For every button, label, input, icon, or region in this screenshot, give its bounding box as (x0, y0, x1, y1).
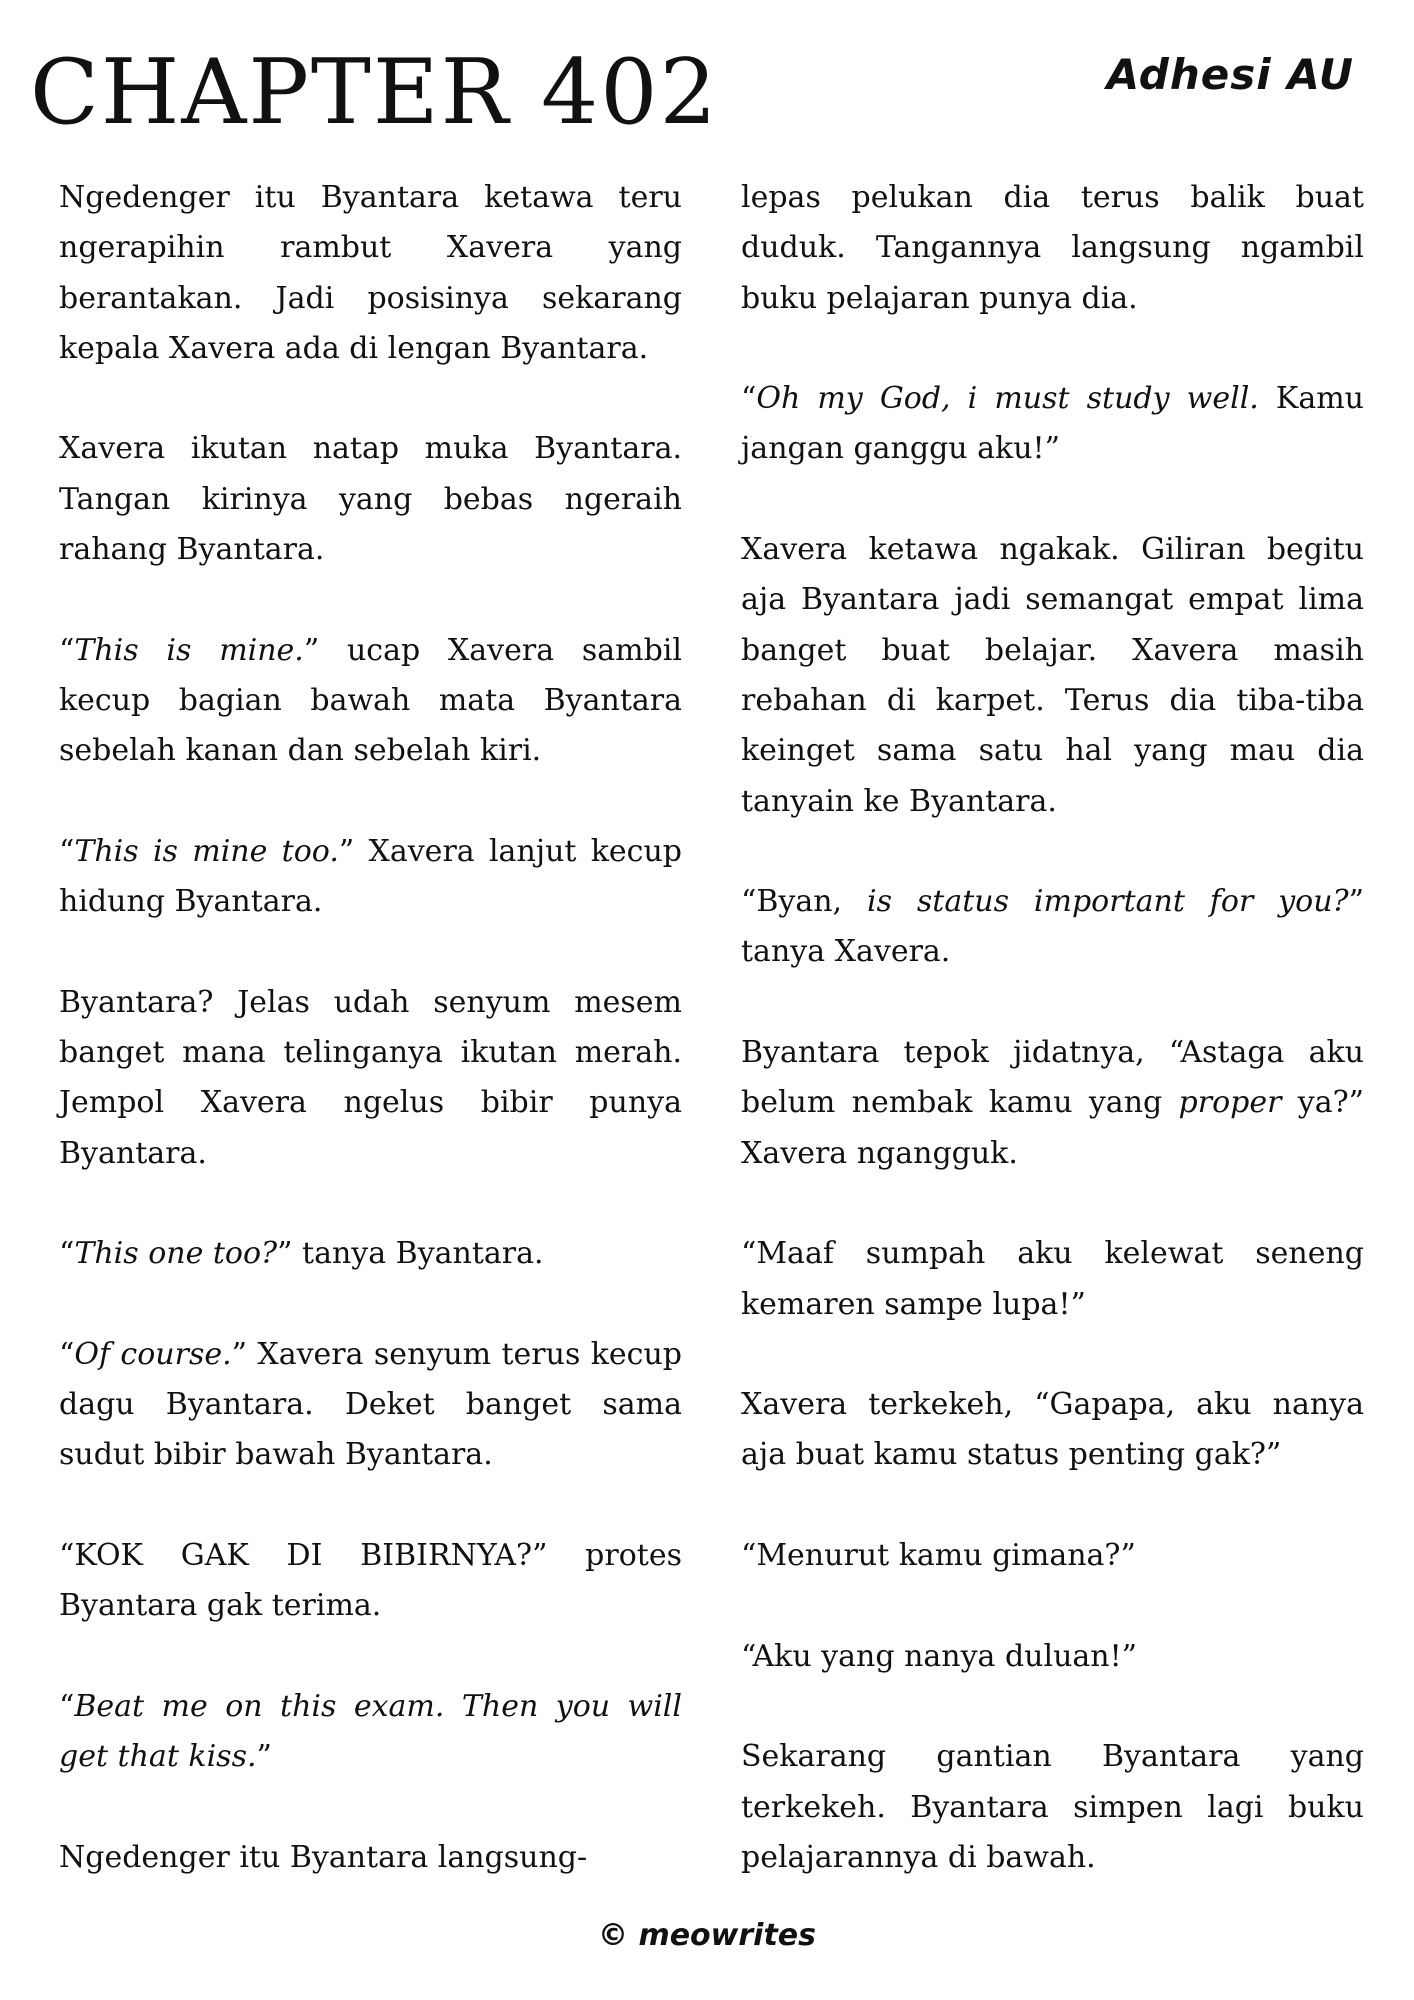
quote-open: “ (59, 1688, 75, 1724)
left-column (59, 173, 682, 1883)
paragraph (741, 374, 1364, 475)
paragraph (59, 626, 682, 777)
italic-quote: This one too? (74, 1236, 278, 1272)
paragraph: Ngedenger itu Byantara langsung- (59, 1839, 588, 1875)
paragraph: Sekarang gantian Byantara yang terkekeh. Byantara simpen lagi buku pelajarannya di bawah. (741, 1739, 1364, 1875)
quote-rest: ” tanya Xavera. (741, 884, 1364, 970)
quote-rest: Kamu jangan ganggu aku!” (741, 381, 1364, 467)
italic-quote: Of course. (74, 1336, 232, 1372)
quote-open: “Byan, (741, 884, 867, 920)
italic-quote: This is mine. (74, 632, 304, 668)
paragraph (59, 827, 682, 928)
paragraph (741, 877, 1364, 978)
copyright-credit: © meowrites (598, 1918, 816, 1953)
text-after: ya?” Xavera ngangguk. (741, 1085, 1364, 1171)
paragraph (59, 1229, 682, 1279)
quote-open: “ (59, 833, 75, 869)
italic-quote: Beat me on this exam. Then you will get that kiss. (59, 1688, 682, 1775)
paragraph: “Menurut kamu gimana?” (741, 1538, 1136, 1574)
series-title: Adhesi AU (1106, 50, 1354, 99)
paragraph: Xavera ikutan natap muka Byantara. Tangan kirinya yang bebas ngeraih rahang Byantara. (59, 431, 682, 568)
paragraph: “Aku yang nanya duluan!” (741, 1638, 1138, 1674)
paragraph: Byantara? Jelas udah senyum mesem banget mana telinganya ikutan merah. Jempol Xavera ngelus bibir punya Byantara. (59, 984, 682, 1171)
quote-open: “ (59, 632, 75, 668)
paragraph: “Maaf sumpah aku kelewat seneng kemaren sampe lupa!” (741, 1236, 1364, 1322)
quote-open: “ (741, 381, 757, 417)
quote-open: “ (59, 1336, 75, 1372)
text-before: Byantara tepok jidatnya, “Astaga aku belum nembak kamu yang (741, 1035, 1364, 1121)
quote-rest: ” Xavera lanjut kecup hidung Byantara. (59, 833, 682, 920)
quote-open: “ (59, 1236, 75, 1272)
paragraph (59, 1330, 682, 1481)
italic-quote: Oh my God, i must study well. (756, 381, 1259, 417)
paragraph: lepas pelukan dia terus balik buat duduk. Tangannya langsung ngambil buku pelajaran punya dia. (741, 180, 1364, 316)
right-column (741, 173, 1364, 1883)
paragraph: Xavera ketawa ngakak. Giliran begitu aja Byantara jadi semangat empat lima banget buat belajar. Xavera masih rebahan di karpet. Terus dia tiba-tiba keinget sama satu hal yang mau dia tanyain ke Byantara. (741, 532, 1364, 819)
quote-rest: ” (256, 1739, 272, 1775)
paragraph: “KOK GAK DI BIBIRNYA?” protes Byantara gak terima. (59, 1538, 682, 1624)
italic-quote: is status important for you? (867, 884, 1349, 920)
quote-rest: ” tanya Byantara. (277, 1236, 544, 1272)
quote-rest: ” Xavera senyum terus kecup dagu Byantara. Deket banget sama sudut bibir bawah Byantara. (59, 1336, 682, 1473)
paragraph: Ngedenger itu Byantara ketawa teru ngerapihin rambut Xavera yang berantakan. Jadi posisinya sekarang kepala Xavera ada di lengan Byantara. (59, 180, 682, 366)
chapter-title: CHAPTER 402 (30, 40, 719, 145)
paragraph: Xavera terkekeh, “Gapapa, aku nanya aja buat kamu status penting gak?” (741, 1387, 1364, 1473)
italic-word: proper (1178, 1085, 1282, 1121)
paragraph (59, 1682, 682, 1783)
paragraph (741, 1028, 1364, 1179)
italic-quote: This is mine too. (74, 833, 339, 869)
quote-rest: ” ucap Xavera sambil kecup bagian bawah mata Byantara sebelah kanan dan sebelah kiri. (59, 632, 682, 769)
